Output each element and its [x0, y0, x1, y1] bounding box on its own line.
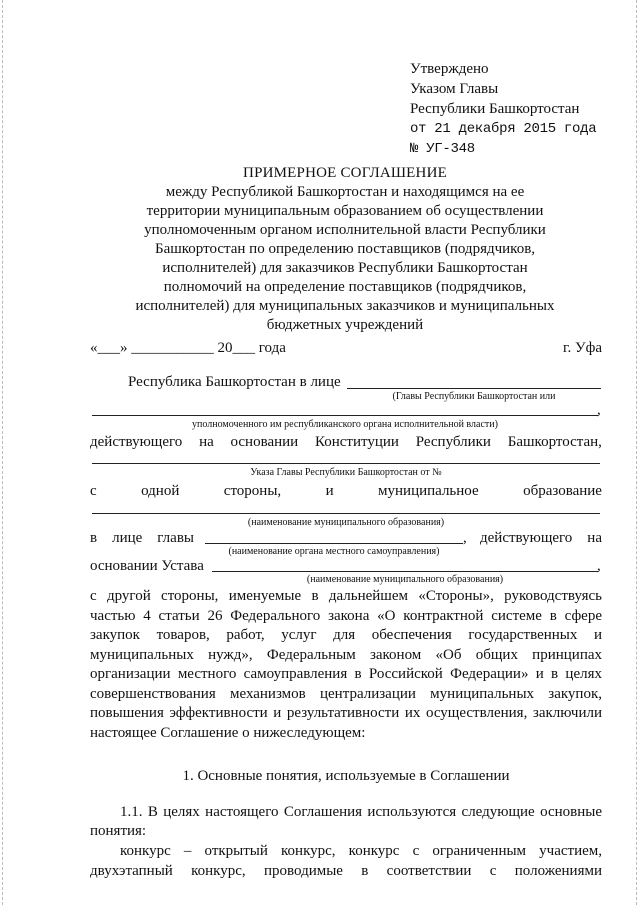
comma: ,: [463, 530, 467, 546]
caption-head: (Главы Республики Башкортостан или: [392, 391, 556, 402]
approval-number: № УГ-348: [410, 141, 475, 157]
definition-konkurs: конкурс – открытый конкурс, конкурс с ограниченным участием,: [120, 843, 602, 859]
title-line: исполнителей) для муниципальных заказчиков и муниципальных: [135, 298, 555, 314]
blank-representative: [347, 388, 601, 389]
approval-line-1: Утверждено: [410, 61, 489, 77]
form-line-charter: [90, 556, 602, 576]
comma: ,: [597, 402, 601, 418]
blank-authorized-body: [92, 415, 598, 416]
caption-local-government: (наименование органа местного самоуправления): [228, 546, 440, 557]
title-line: полномочий на определение поставщиков (подрядчиков,: [163, 279, 527, 295]
form-line-republic: [90, 372, 602, 392]
title-line: уполномоченным органом исполнительной власти Республики: [144, 222, 546, 238]
side-word: муниципальное: [378, 483, 479, 499]
document-title: [90, 164, 600, 335]
approval-line-2: Указом Главы: [410, 81, 499, 97]
title-line: Башкортостан по определению поставщиков (подрядчиков,: [154, 241, 536, 257]
caption-municipality: (наименование муниципального образования): [247, 517, 445, 528]
caption-municipality-2: (наименование муниципального образования): [306, 574, 504, 585]
preamble-line: организации местного самоуправления в Российской Федерации» и в целях: [90, 666, 602, 682]
acting-word: Башкортостан,: [507, 434, 602, 450]
preamble-line: закупок товаров, работ, услуг для обеспечения государственных и: [90, 627, 602, 643]
title-heading: ПРИМЕРНОЕ СОГЛАШЕНИЕ: [243, 165, 447, 181]
side-word: и: [325, 483, 334, 499]
city: г. Уфа: [563, 340, 602, 356]
date-place-line: [90, 338, 602, 358]
acting-word: Конституции: [314, 434, 399, 450]
page-edge-left: [2, 0, 3, 905]
blank-municipality: [92, 513, 600, 514]
clause-1-1: 1.1. В целях настоящего Соглашения используются следующие основные: [120, 804, 602, 820]
preamble-line: настоящее Соглашение о нижеследующем:: [90, 724, 366, 741]
caption-authorized: уполномоченного им республиканского органа исполнительной власти): [192, 419, 498, 430]
title-line: исполнителей) для заказчиков Республики Башкортостан: [162, 260, 528, 276]
preamble-line: муниципальных нужд», Федеральным законом «Об общих принципах: [90, 646, 602, 663]
title-line: территории муниципальным образованием об осуществлении: [146, 203, 544, 219]
side-word: образование: [523, 483, 602, 499]
blank-charter: [212, 571, 598, 572]
form-line-side: [90, 481, 602, 501]
blank-local-government: [205, 543, 463, 544]
acting-word: действующего: [90, 434, 183, 450]
acting-word: основании: [230, 434, 299, 450]
comma: ,: [597, 558, 601, 574]
clause-1-1-cont: понятия:: [90, 823, 147, 839]
page-edge-right: [636, 0, 637, 905]
charter-prefix: основании Устава: [90, 558, 204, 574]
caption-decree: Указа Главы Республики Башкортостан от №: [250, 467, 442, 478]
preamble-line: с другой стороны, именуемые в дальнейшем «Стороны», руководствуясь: [90, 588, 602, 604]
definition-konkurs-cont: двухэтапный конкурс, проводимые в соответствии с положениями: [90, 863, 602, 879]
form-line-acting: [90, 432, 602, 452]
form-line-head: [90, 528, 602, 548]
title-line: между Республикой Башкортостан и находящимся на ее: [165, 184, 525, 200]
republic-prefix: Республика Башкортостан в лице: [128, 374, 341, 390]
date-blank: «___» ___________ 20___ года: [90, 340, 286, 356]
side-word: одной: [141, 483, 180, 499]
acting-word: на: [199, 434, 214, 450]
head-left: в лице главы: [90, 530, 194, 546]
preamble-line: частью 4 статьи 26 Федерального закона «О контрактной системе в сфере: [90, 607, 602, 624]
preamble-line: повышения эффективности и результативности их осуществления, заключили: [90, 705, 602, 721]
acting-word: Республики: [415, 434, 491, 450]
approval-line-3: Республики Башкортостан: [410, 101, 580, 117]
blank-decree: [92, 463, 600, 464]
preamble-line: совершенствования механизмов централизации муниципальных закупок,: [90, 685, 602, 702]
approval-date: от 21 декабря 2015 года: [410, 121, 597, 137]
side-word: стороны,: [223, 483, 282, 499]
side-word: с: [90, 483, 97, 499]
head-right: действующего на: [480, 530, 602, 546]
title-line: бюджетных учреждений: [266, 317, 424, 333]
approval-stamp: [410, 59, 610, 159]
section-heading: 1. Основные понятия, используемые в Соглашении: [182, 768, 510, 784]
